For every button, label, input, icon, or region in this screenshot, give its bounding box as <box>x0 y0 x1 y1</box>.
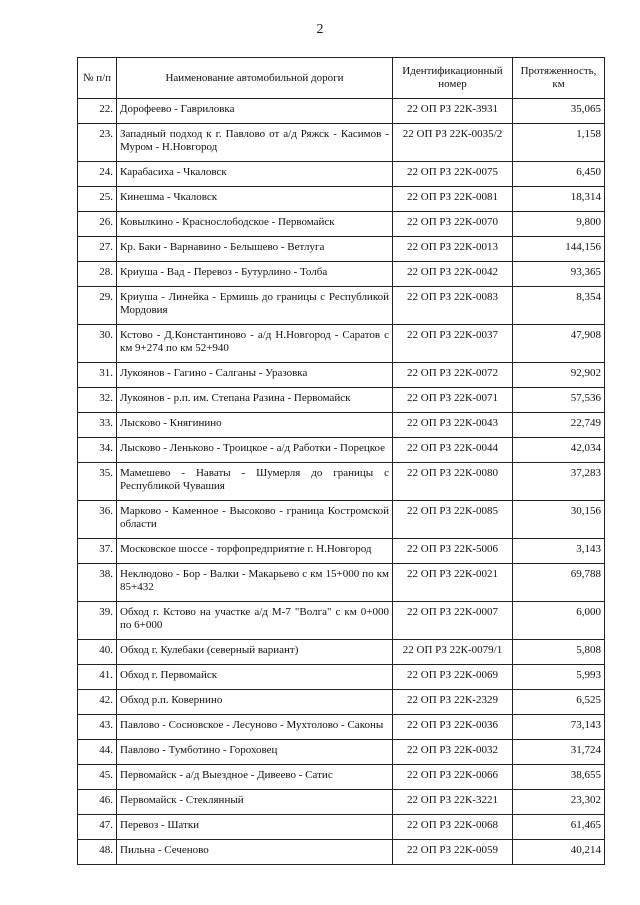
road-name: Обход г. Первомайск <box>117 665 393 690</box>
road-identifier: 22 ОП РЗ 22К-0068 <box>393 815 513 840</box>
road-length: 1,158 <box>513 124 605 162</box>
road-length: 30,156 <box>513 501 605 539</box>
row-number: 46. <box>78 790 117 815</box>
road-identifier: 22 ОП РЗ 22К-0072 <box>393 363 513 388</box>
road-name: Московское шоссе - торфопредприятие г. Н.Новгород <box>117 539 393 564</box>
row-number: 30. <box>78 325 117 363</box>
road-identifier: 22 ОП РЗ 22К-0079/1 <box>393 640 513 665</box>
road-length: 6,450 <box>513 162 605 187</box>
road-identifier: 22 ОП РЗ 22К-0080 <box>393 463 513 501</box>
road-identifier: 22 ОП РЗ 22К-0044 <box>393 438 513 463</box>
row-number: 33. <box>78 413 117 438</box>
table-row <box>78 237 605 262</box>
row-number: 34. <box>78 438 117 463</box>
table-row <box>78 413 605 438</box>
row-number: 31. <box>78 363 117 388</box>
road-identifier: 22 ОП РЗ 22К-5006 <box>393 539 513 564</box>
header-identifier: Идентификационный номер <box>393 58 513 99</box>
row-number: 44. <box>78 740 117 765</box>
road-length: 23,302 <box>513 790 605 815</box>
road-identifier: 22 ОП РЗ 22К-0083 <box>393 287 513 325</box>
road-identifier: 22 ОП РЗ 22К-0070 <box>393 212 513 237</box>
road-length: 6,525 <box>513 690 605 715</box>
road-identifier: 22 ОП РЗ 22К-0021 <box>393 564 513 602</box>
road-name: Обход р.п. Ковернино <box>117 690 393 715</box>
table-row <box>78 388 605 413</box>
road-name: Карабасиха - Чкаловск <box>117 162 393 187</box>
road-identifier: 22 ОП РЗ 22К-0066 <box>393 765 513 790</box>
road-identifier: 22 ОП РЗ 22К-0036 <box>393 715 513 740</box>
road-identifier: 22 ОП РЗ 22К-0075 <box>393 162 513 187</box>
road-name: Западный подход к г. Павлово от а/д Ряжск - Касимов - Муром - Н.Новгород <box>117 124 393 162</box>
road-length: 5,808 <box>513 640 605 665</box>
road-name: Криуша - Линейка - Ермишь до границы с Республикой Мордовия <box>117 287 393 325</box>
row-number: 29. <box>78 287 117 325</box>
road-identifier: 22 ОП РЗ 22К-0069 <box>393 665 513 690</box>
table-row <box>78 501 605 539</box>
table-row <box>78 363 605 388</box>
table-header-row <box>78 58 605 99</box>
row-number: 42. <box>78 690 117 715</box>
table-row <box>78 715 605 740</box>
roads-table <box>77 57 605 865</box>
row-number: 32. <box>78 388 117 413</box>
road-name: Павлово - Сосновское - Лесуново - Мухтолово - Саконы <box>117 715 393 740</box>
table-row <box>78 690 605 715</box>
road-identifier: 22 ОП РЗ 22К-0037 <box>393 325 513 363</box>
table-row <box>78 602 605 640</box>
table-row <box>78 815 605 840</box>
road-length: 40,214 <box>513 840 605 865</box>
road-identifier: 22 ОП РЗ 22К-0081 <box>393 187 513 212</box>
table-row <box>78 287 605 325</box>
road-identifier: 22 ОП РЗ 22К-0042 <box>393 262 513 287</box>
road-length: 73,143 <box>513 715 605 740</box>
road-name: Лукоянов - Гагино - Салганы - Уразовка <box>117 363 393 388</box>
road-length: 92,902 <box>513 363 605 388</box>
row-number: 43. <box>78 715 117 740</box>
row-number: 48. <box>78 840 117 865</box>
road-name: Перевоз - Шатки <box>117 815 393 840</box>
road-length: 69,788 <box>513 564 605 602</box>
road-name: Обход г. Кстово на участке а/д М-7 "Волга" с км 0+000 по 6+000 <box>117 602 393 640</box>
row-number: 28. <box>78 262 117 287</box>
table-row <box>78 162 605 187</box>
road-identifier: 22 ОП РЗ 22К-0032 <box>393 740 513 765</box>
table-row <box>78 840 605 865</box>
road-name: Дорофеево - Гавриловка <box>117 99 393 124</box>
table-row <box>78 262 605 287</box>
row-number: 37. <box>78 539 117 564</box>
road-identifier: 22 ОП РЗ 22К-0043 <box>393 413 513 438</box>
road-identifier: 22 ОП РЗ 22К-0007 <box>393 602 513 640</box>
table-row <box>78 325 605 363</box>
table-row <box>78 187 605 212</box>
road-name: Мамешево - Наваты - Шумерля до границы с Республикой Чувашия <box>117 463 393 501</box>
table-row <box>78 740 605 765</box>
road-identifier: 22 ОП РЗ 22К-3931 <box>393 99 513 124</box>
road-length: 42,034 <box>513 438 605 463</box>
table-row <box>78 640 605 665</box>
road-length: 37,283 <box>513 463 605 501</box>
road-length: 57,536 <box>513 388 605 413</box>
road-length: 61,465 <box>513 815 605 840</box>
table-body <box>78 99 605 865</box>
header-road-name: Наименование автомобильной дороги <box>117 58 393 99</box>
road-length: 144,156 <box>513 237 605 262</box>
row-number: 24. <box>78 162 117 187</box>
road-length: 22,749 <box>513 413 605 438</box>
road-identifier: 22 ОП РЗ 22К-0071 <box>393 388 513 413</box>
road-length: 9,800 <box>513 212 605 237</box>
row-number: 45. <box>78 765 117 790</box>
road-length: 35,065 <box>513 99 605 124</box>
road-name: Кинешма - Чкаловск <box>117 187 393 212</box>
row-number: 35. <box>78 463 117 501</box>
row-number: 38. <box>78 564 117 602</box>
row-number: 22. <box>78 99 117 124</box>
table-row <box>78 124 605 162</box>
row-number: 40. <box>78 640 117 665</box>
road-name: Лукоянов - р.п. им. Степана Разина - Первомайск <box>117 388 393 413</box>
road-identifier: 22 ОП РЗ 22К-0013 <box>393 237 513 262</box>
road-name: Первомайск - а/д Выездное - Дивеево - Сатис <box>117 765 393 790</box>
road-length: 18,314 <box>513 187 605 212</box>
table-row <box>78 463 605 501</box>
table-row <box>78 790 605 815</box>
header-number: № п/п <box>78 58 117 99</box>
road-identifier: 22 ОП РЗ 22К-0059 <box>393 840 513 865</box>
row-number: 23. <box>78 124 117 162</box>
road-length: 31,724 <box>513 740 605 765</box>
table-row <box>78 665 605 690</box>
road-identifier: 22 ОП РЗ 22К-2329 <box>393 690 513 715</box>
road-name: Обход г. Кулебаки (северный вариант) <box>117 640 393 665</box>
road-name: Марково - Каменное - Высоково - граница Костромской области <box>117 501 393 539</box>
road-name: Кр. Баки - Варнавино - Белышево - Ветлуга <box>117 237 393 262</box>
row-number: 36. <box>78 501 117 539</box>
road-name: Ковылкино - Краснослободское - Первомайск <box>117 212 393 237</box>
table-row <box>78 564 605 602</box>
road-identifier: 22 ОП РЗ 22К-0085 <box>393 501 513 539</box>
road-name: Неклюдово - Бор - Валки - Макарьево с км 15+000 по км 85+432 <box>117 564 393 602</box>
row-number: 27. <box>78 237 117 262</box>
road-name: Павлово - Тумботино - Гороховец <box>117 740 393 765</box>
page-number: 2 <box>316 22 324 37</box>
table-row <box>78 539 605 564</box>
row-number: 25. <box>78 187 117 212</box>
row-number: 47. <box>78 815 117 840</box>
road-length: 6,000 <box>513 602 605 640</box>
row-number: 26. <box>78 212 117 237</box>
table-row <box>78 765 605 790</box>
road-name: Первомайск - Стеклянный <box>117 790 393 815</box>
road-length: 93,365 <box>513 262 605 287</box>
road-name: Лысково - Княгинино <box>117 413 393 438</box>
road-length: 47,908 <box>513 325 605 363</box>
table-row <box>78 99 605 124</box>
table-row <box>78 438 605 463</box>
road-length: 38,655 <box>513 765 605 790</box>
row-number: 39. <box>78 602 117 640</box>
road-name: Криуша - Вад - Перевоз - Бутурлино - Толба <box>117 262 393 287</box>
road-name: Кстово - Д.Константиново - а/д Н.Новгород - Саратов с км 9+274 по км 52+940 <box>117 325 393 363</box>
road-length: 3,143 <box>513 539 605 564</box>
row-number: 41. <box>78 665 117 690</box>
road-name: Пильна - Сеченово <box>117 840 393 865</box>
road-length: 5,993 <box>513 665 605 690</box>
road-identifier: 22 ОП РЗ 22К-3221 <box>393 790 513 815</box>
road-identifier: 22 ОП РЗ 22К-0035/2 <box>393 124 513 162</box>
header-length: Протяженность, км <box>513 58 605 99</box>
table-row <box>78 212 605 237</box>
road-name: Лысково - Леньково - Троицкое - а/д Работки - Порецкое <box>117 438 393 463</box>
road-length: 8,354 <box>513 287 605 325</box>
